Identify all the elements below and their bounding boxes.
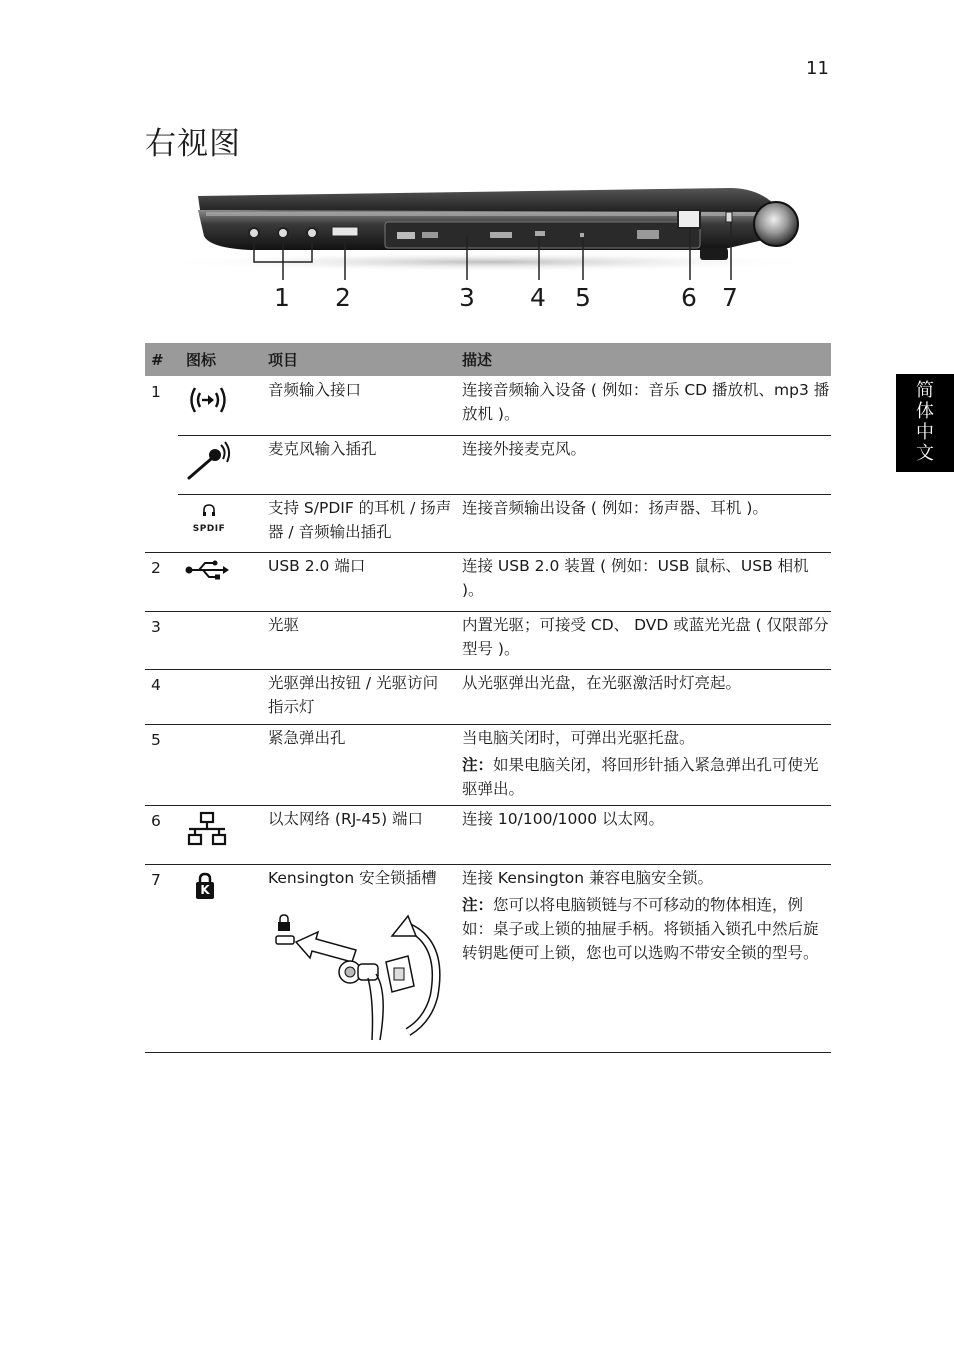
page-number: 11 xyxy=(806,58,829,79)
language-tab-char: 体 xyxy=(916,401,934,422)
header-item: 项目 xyxy=(268,351,299,369)
laptop-foot xyxy=(700,248,728,260)
usb-icon xyxy=(185,558,231,598)
row-number: 5 xyxy=(151,731,161,749)
drive-eject-button xyxy=(535,231,545,236)
row-number: 3 xyxy=(151,618,161,636)
ports-table xyxy=(145,343,831,1052)
ethernet-port xyxy=(678,210,700,228)
language-tab-char: 文 xyxy=(916,443,934,464)
row-item: 以太网络 (RJ-45) 端口 xyxy=(268,810,424,828)
callout-label: 5 xyxy=(575,283,591,312)
row-item: USB 2.0 端口 xyxy=(268,557,366,575)
header-desc: 描述 xyxy=(462,351,493,369)
row-item: 麦克风输入插孔 xyxy=(268,440,377,458)
table-row xyxy=(145,724,831,805)
callout-label: 4 xyxy=(530,283,546,312)
spdif-headphone-icon xyxy=(189,500,229,540)
table-row xyxy=(145,494,831,552)
audio-jack-2 xyxy=(278,228,288,238)
drive-logo xyxy=(397,232,415,239)
table-row xyxy=(145,435,831,494)
usb-port xyxy=(332,227,358,236)
microphone-icon xyxy=(185,441,231,481)
row-number: 2 xyxy=(151,559,161,577)
table-row xyxy=(145,552,831,611)
audio-jack-1 xyxy=(249,228,259,238)
table-row xyxy=(145,376,831,435)
table-row xyxy=(145,864,831,1052)
network-icon xyxy=(185,811,231,851)
note-text: 您可以将电脑锁链与不可移动的物体相连，例如：桌子或上锁的抽屉手柄。将锁插入锁孔中然后旋转钥匙便可上锁，您也可以选购不带安全锁的型号。 xyxy=(462,896,819,962)
row-item: 紧急弹出孔 xyxy=(268,729,346,747)
language-tab-char: 简 xyxy=(916,380,934,401)
row-description: 连接 USB 2.0 装置 ( 例如：USB 鼠标、USB 相机 )。 xyxy=(462,557,809,599)
row-number: 4 xyxy=(151,676,161,694)
drive-logo xyxy=(422,232,438,238)
callout-label: 7 xyxy=(722,283,738,312)
kensington-lock-icon xyxy=(185,870,231,910)
callout-label: 1 xyxy=(274,283,290,312)
row-note xyxy=(462,753,830,801)
table-header xyxy=(145,343,831,376)
row-item: 光驱弹出按钮 / 光驱访问指示灯 xyxy=(268,674,439,716)
kensington-lock-illustration xyxy=(268,912,448,1042)
row-item: 音频输入接口 xyxy=(268,381,362,399)
row-description-block xyxy=(462,866,830,965)
callout-label: 2 xyxy=(335,283,351,312)
note-text: 如果电脑关闭，将回形针插入紧急弹出孔可使光驱弹出。 xyxy=(462,756,819,798)
row-number: 6 xyxy=(151,812,161,830)
row-number: 1 xyxy=(151,383,161,401)
kensington-slot xyxy=(726,212,732,222)
row-description: 连接音频输出设备 ( 例如：扬声器、耳机 )。 xyxy=(462,499,768,517)
row-description: 连接 10/100/1000 以太网。 xyxy=(462,810,665,828)
row-description: 内置光驱；可接受 CD、 DVD 或蓝光光盘 ( 仅限部分型号 )。 xyxy=(462,616,829,658)
row-description-block xyxy=(462,726,830,801)
page-title: 右视图 xyxy=(145,126,241,162)
row-number: 7 xyxy=(151,871,161,889)
row-description: 当电脑关闭时，可弹出光驱托盘。 xyxy=(462,729,695,747)
lock-icon-letter: K xyxy=(200,883,210,897)
audio-line-in-icon xyxy=(185,382,231,422)
table-row xyxy=(145,611,831,669)
row-divider xyxy=(145,1052,831,1053)
row-item: Kensington 安全锁插槽 xyxy=(268,869,437,887)
row-description: 从光驱弹出光盘，在光驱激活时灯亮起。 xyxy=(462,674,742,692)
drive-logo xyxy=(637,230,659,239)
row-description: 连接 Kensington 兼容电脑安全锁。 xyxy=(462,869,714,887)
audio-jack-3 xyxy=(307,228,317,238)
row-item: 光驱 xyxy=(268,616,300,634)
language-tab xyxy=(896,374,954,472)
callout-label: 6 xyxy=(681,283,697,312)
drive-emergency-hole xyxy=(580,233,584,237)
row-description: 连接音频输入设备 ( 例如：音乐 CD 播放机、mp3 播放机 )。 xyxy=(462,381,830,423)
table-row xyxy=(145,805,831,864)
row-note xyxy=(462,893,830,965)
note-label: 注： xyxy=(462,756,494,774)
spdif-icon-text: SPDIF xyxy=(192,524,226,534)
drive-logo xyxy=(490,232,512,238)
header-icon: 图标 xyxy=(186,351,217,369)
language-tab-char: 中 xyxy=(916,422,934,443)
row-description: 连接外接麦克风。 xyxy=(462,440,587,458)
table-row xyxy=(145,669,831,724)
laptop-right-side-figure xyxy=(160,170,820,320)
row-item: 支持 S/PDIF 的耳机 / 扬声器 / 音频输出插孔 xyxy=(268,499,452,541)
laptop-hinge xyxy=(754,202,798,246)
header-num: # xyxy=(151,351,164,369)
callout-label: 3 xyxy=(459,283,475,312)
note-label: 注： xyxy=(462,896,494,914)
